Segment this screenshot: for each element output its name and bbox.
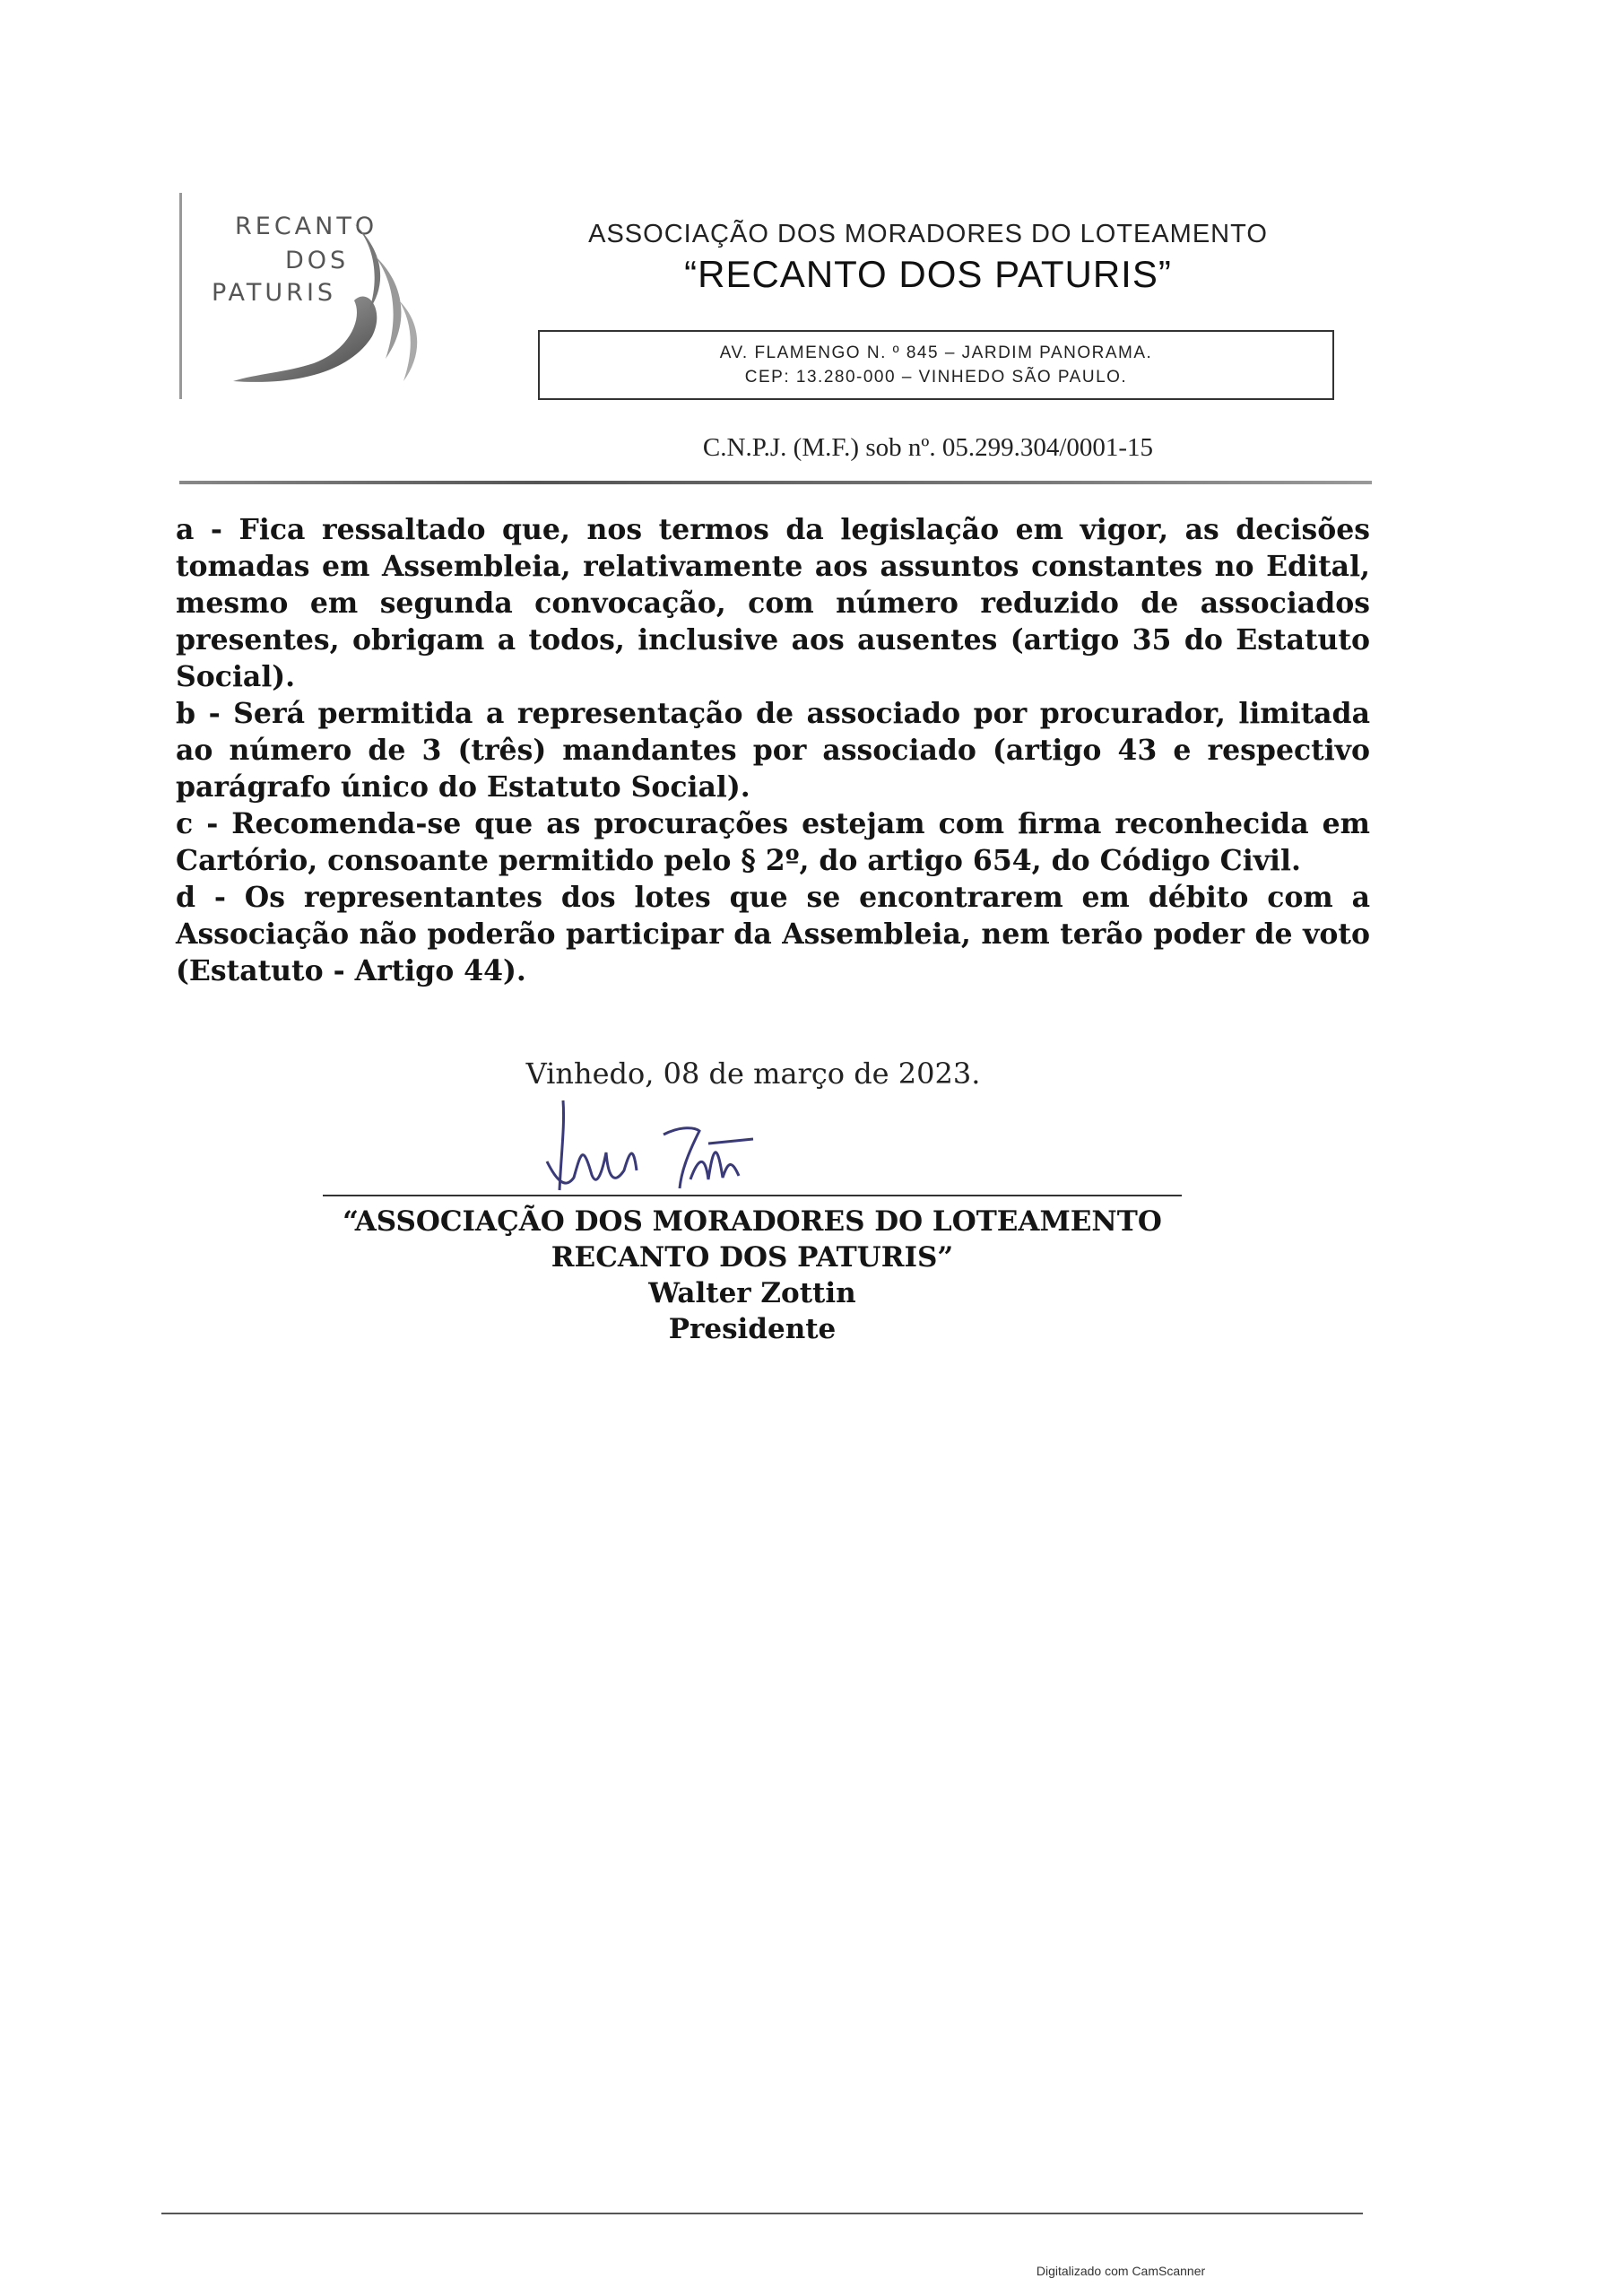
cnpj-line: C.N.P.J. (M.F.) sob nº. 05.299.304/0001-15 bbox=[702, 433, 1154, 462]
header-divider bbox=[179, 481, 1372, 484]
signatory-org-line1: “ASSOCIAÇÃO DOS MORADORES DO LOTEAMENTO bbox=[343, 1205, 1162, 1238]
paragraph-c: c - Recomenda-se que as procurações estejam com firma reconhecida em Cartório, consoante permitido pelo § 2º, do artigo 654, do Código Civil. bbox=[176, 807, 1370, 877]
footer-divider bbox=[161, 2213, 1363, 2214]
notice-body bbox=[176, 511, 1370, 989]
logo-word-recanto: RECANTO bbox=[235, 213, 378, 240]
scanner-watermark: Digitalizado com CamScanner bbox=[1036, 2264, 1206, 2278]
address-street: AV. FLAMENGO N. º 845 – JARDIM PANORAMA. bbox=[719, 344, 1153, 362]
address-box bbox=[538, 330, 1334, 400]
paragraph-b: b - Será permitida a representação de associado por procurador, limitada ao número de 3 (três) mandantes por associado (artigo 43 e respectivo parágrafo único do Estatuto Social). bbox=[176, 697, 1370, 804]
header-org-title: “RECANTO DOS PATURIS” bbox=[684, 253, 1172, 295]
logo-word-dos: DOS bbox=[285, 247, 350, 274]
signatory-org-line2: RECANTO DOS PATURIS” bbox=[551, 1241, 954, 1274]
place-date: Vinhedo, 08 de março de 2023. bbox=[525, 1057, 981, 1091]
signatory-role: Presidente bbox=[668, 1313, 837, 1345]
logo-left-rule bbox=[179, 193, 182, 399]
logo-word-paturis: PATURIS bbox=[212, 279, 337, 307]
handwritten-signature bbox=[538, 1090, 771, 1197]
paragraph-d: d - Os representantes dos lotes que se encontrarem em débito com a Associação não poderão participar da Assembleia, nem terão poder de voto (Estatuto - Artigo 44). bbox=[176, 881, 1370, 987]
paragraph-a: a - Fica ressaltado que, nos termos da legislação em vigor, as decisões tomadas em Assembleia, relativamente aos assuntos constantes no Edital, mesmo em segunda convocação, com número reduzido de associados presentes, obrigam a todos, inclusive aos ausentes (artigo 35 do Estatuto Social). bbox=[176, 513, 1370, 693]
address-cep: CEP: 13.280-000 – VINHEDO SÃO PAULO. bbox=[744, 368, 1128, 387]
signature-line bbox=[323, 1195, 1182, 1196]
header-org-name: ASSOCIAÇÃO DOS MORADORES DO LOTEAMENTO bbox=[588, 220, 1268, 248]
signatory-name: Walter Zottin bbox=[648, 1277, 856, 1309]
association-logo bbox=[179, 193, 439, 399]
bird-silhouette-icon bbox=[215, 202, 439, 399]
